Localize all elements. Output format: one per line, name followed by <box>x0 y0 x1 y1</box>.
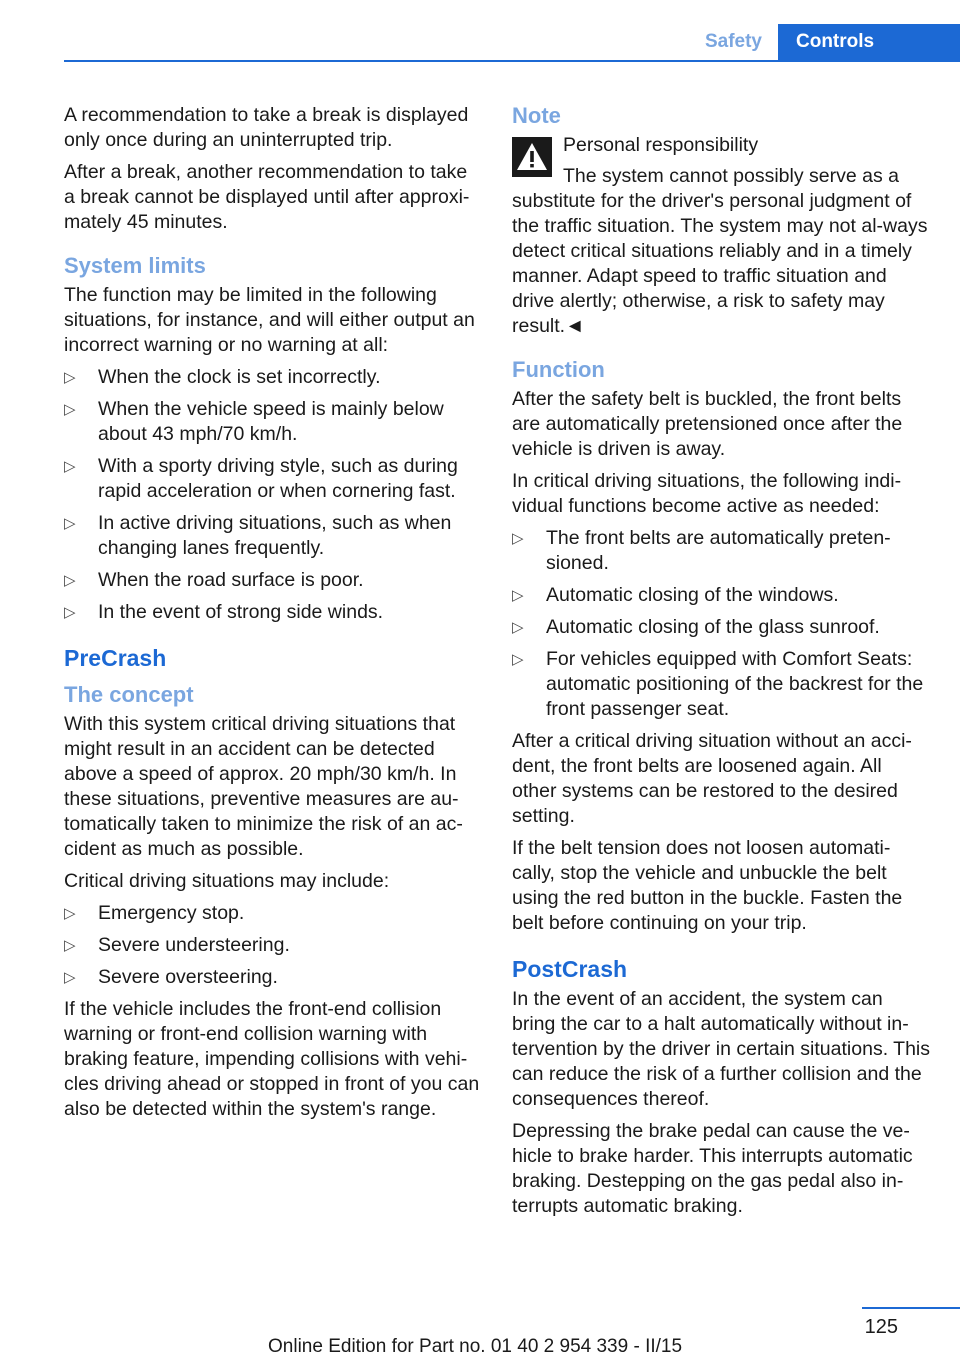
precrash-heading: PreCrash <box>64 645 167 671</box>
bullet-triangle-icon: ▷ <box>64 604 76 621</box>
warning-text: The system cannot possibly serve as a substitute for the driver's personal judgment of the traffic situation. The system may not al‐ways detect critical situations reliably and in a timely manner. Adapt speed to traffic situation and drive alertly; otherwise, a risk to safety may result.◄ <box>512 165 928 337</box>
list-item: ▷ In the event of strong side winds. <box>64 601 384 623</box>
bullet-triangle-icon: ▷ <box>64 937 76 954</box>
list-item: ▷ When the vehicle speed is mainly below about 43 mph/70 km/h. <box>64 398 444 445</box>
bullet-triangle-icon: ▷ <box>512 530 524 547</box>
header-rule <box>64 60 960 62</box>
warning-block <box>512 133 930 339</box>
tab-controls[interactable]: Controls <box>778 24 960 62</box>
critical-situations-intro: Critical driving situations may include: <box>64 870 390 892</box>
system-limits-intro: The function may be limited in the following situations, for instance, and will either output an incorrect warning or no warning at all: <box>64 284 475 356</box>
belt-loosening-text: After a critical driving situation without an acci‐dent, the front belts are loosened again. All other systems can be restored to the desired setting. <box>512 730 912 827</box>
bullet-triangle-icon: ▷ <box>64 458 76 475</box>
bullet-triangle-icon: ▷ <box>64 969 76 986</box>
concept-text: With this system critical driving situations that might result in an accident can be detected above a speed of approx. 20 mph/30 km/h. In these situations, preventive measures are au‐tomatically taken to minimize the risk of an ac‐cident as much as possible. <box>64 713 463 860</box>
list-item: ▷ Severe understeering. <box>64 934 290 956</box>
note-heading: Note <box>512 103 561 128</box>
footer-rule <box>862 1307 960 1309</box>
concept-heading: The concept <box>64 682 194 707</box>
function-list <box>512 526 930 722</box>
belt-tension-text: If the belt tension does not loosen automati‐cally, stop the vehicle and unbuckle the belt using the red button in the buckle. Fasten the belt before continuing on your trip. <box>512 837 903 934</box>
warning-title: Personal responsibility <box>563 134 759 156</box>
break-interval-text: After a break, another recommendation to take a break cannot be displayed until after approxi‐mately 45 minutes. <box>64 161 470 233</box>
system-limits-list <box>64 365 482 625</box>
list-item: ▷ The front belts are automatically preten‐sioned. <box>512 527 891 574</box>
bullet-triangle-icon: ▷ <box>64 401 76 418</box>
list-item: ▷ For vehicles equipped with Comfort Seats: automatic positioning of the backrest for the front passenger seat. <box>512 648 924 720</box>
tab-safety[interactable]: Safety <box>704 31 762 52</box>
list-item: ▷ When the road surface is poor. <box>64 569 364 591</box>
postcrash-heading: PostCrash <box>512 956 628 982</box>
header-tabs <box>689 24 960 62</box>
right-column <box>512 103 930 1226</box>
list-item: ▷ Automatic closing of the glass sunroof. <box>512 616 880 638</box>
critical-situations-list <box>64 901 482 990</box>
brake-pedal-text: Depressing the brake pedal can cause the ve‐hicle to brake harder. This interrupts automatic braking. Destepping on the gas pedal also in‐terrupts automatic braking. <box>512 1120 913 1217</box>
left-column <box>64 103 482 1129</box>
function-critical-intro: In critical driving situations, the following indi‐vidual functions become active as needed: <box>512 470 902 517</box>
list-item: ▷ Emergency stop. <box>64 902 245 924</box>
bullet-triangle-icon: ▷ <box>64 905 76 922</box>
list-item: ▷ With a sporty driving style, such as during rapid acceleration or when cornering fast. <box>64 455 458 502</box>
bullet-triangle-icon: ▷ <box>64 515 76 532</box>
edition-footer: Online Edition for Part no. 01 40 2 954 339 - II/15 <box>268 1336 683 1357</box>
postcrash-text: In the event of an accident, the system can bring the car to a halt automatically without in‐tervention by the driver in certain situations. This can reduce the risk of a further collision and the consequences thereof. <box>512 988 931 1110</box>
bullet-triangle-icon: ▷ <box>64 572 76 589</box>
list-item: ▷ In active driving situations, such as when changing lanes frequently. <box>64 512 452 559</box>
warning-triangle-icon <box>512 137 552 177</box>
bullet-triangle-icon: ▷ <box>512 619 524 636</box>
list-item: ▷ Automatic closing of the windows. <box>512 584 839 606</box>
system-limits-heading: System limits <box>64 253 206 278</box>
page-number: 125 <box>864 1316 898 1338</box>
break-recommendation-text: A recommendation to take a break is displayed only once during an uninterrupted trip. <box>64 104 469 151</box>
bullet-triangle-icon: ▷ <box>512 587 524 604</box>
list-item: ▷ Severe oversteering. <box>64 966 278 988</box>
bullet-triangle-icon: ▷ <box>512 651 524 668</box>
function-heading: Function <box>512 357 605 382</box>
collision-warning-text: If the vehicle includes the front-end collision warning or front-end collision warning with braking feature, impending collisions with vehi‐cles driving ahead or stopped in front of you can also be detected within the system's range. <box>64 998 480 1120</box>
list-item: ▷ When the clock is set incorrectly. <box>64 366 381 388</box>
function-text: After the safety belt is buckled, the front belts are automatically pretensioned once after the vehicle is driven is away. <box>512 388 903 460</box>
bullet-triangle-icon: ▷ <box>64 369 76 386</box>
